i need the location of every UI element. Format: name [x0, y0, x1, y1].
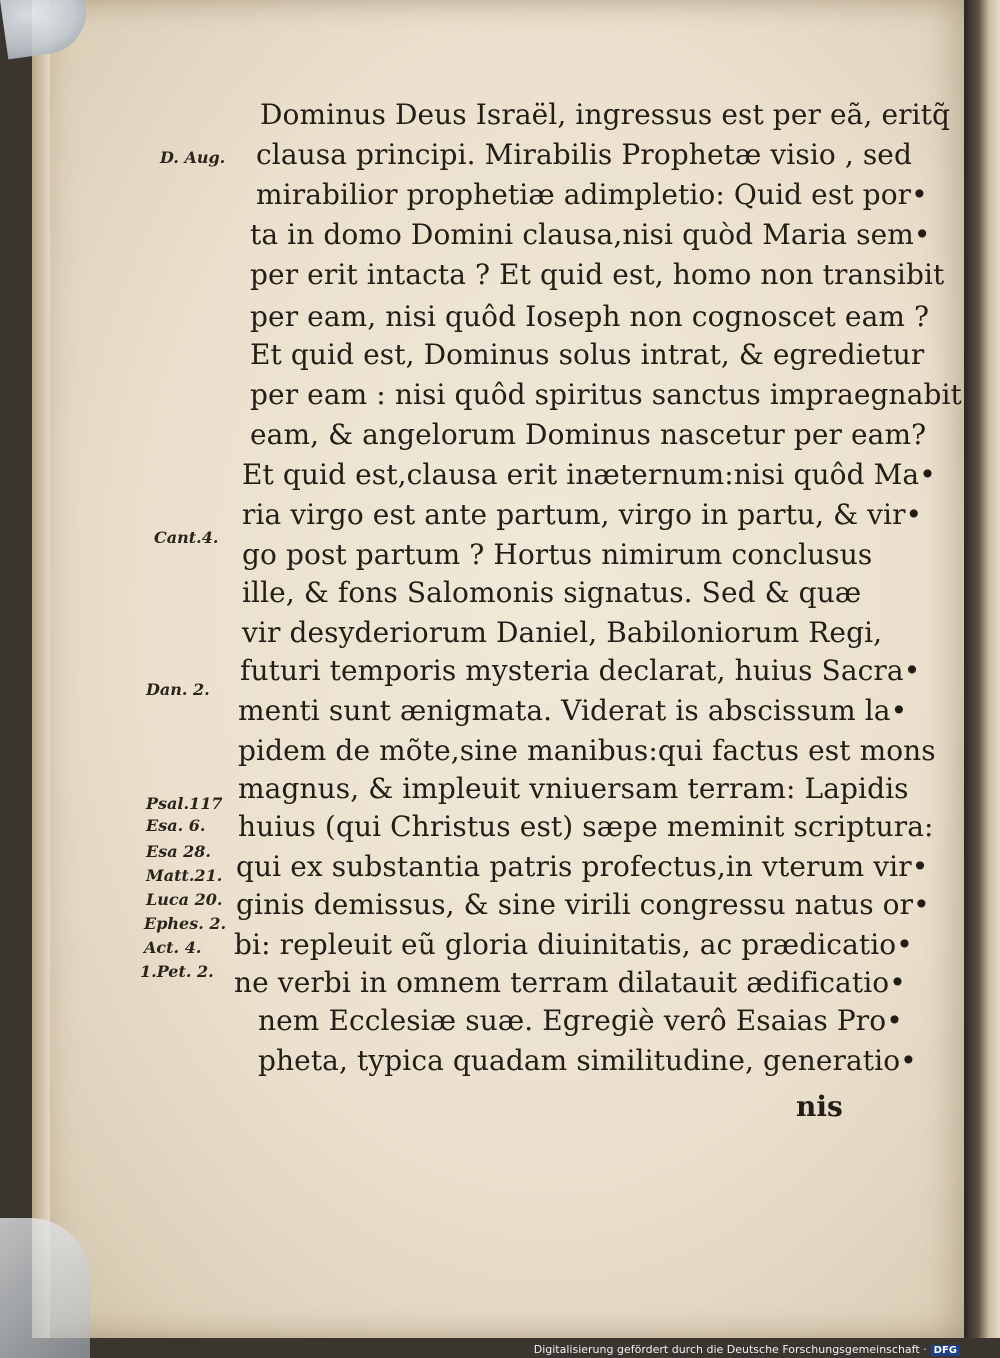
text-line: huius (qui Christus est) sæpe meminit scriptura: — [238, 810, 934, 843]
text-line: vir desyderiorum Daniel, Babiloniorum Regi, — [242, 616, 883, 649]
text-line: pheta, typica quadam similitudine, generatio• — [258, 1044, 917, 1077]
text-line: pidem de mõte,sine manibus:qui factus est mons — [238, 734, 936, 767]
text-line: Dominus Deus Israël, ingressus est per eã, eritq̃ — [260, 98, 951, 131]
text-line: ne verbi in omnem terram dilatauit ædificatio• — [234, 966, 906, 999]
margin-note-cant: Cant.4. — [154, 528, 219, 547]
text-line: per erit intacta ? Et quid est, homo non transibit — [250, 258, 945, 291]
margin-note-esa28: Esa 28. — [146, 842, 211, 861]
text-line: Et quid est, Dominus solus intrat, & egredietur — [250, 338, 925, 371]
text-line: magnus, & impleuit vniuersam terram: Lapidis — [238, 772, 909, 805]
text-line: ille, & fons Salomonis signatus. Sed & quæ — [242, 576, 862, 609]
margin-note-luca: Luca 20. — [146, 890, 223, 909]
margin-note-esa6: Esa. 6. — [146, 816, 206, 835]
margin-note-matt: Matt.21. — [146, 866, 223, 885]
margin-note-psal: Psal.117 — [146, 794, 223, 813]
margin-note-ephes: Ephes. 2. — [144, 914, 227, 933]
margin-note-dan: Dan. 2. — [146, 680, 210, 699]
text-line: bi: repleuit eũ gloria diuinitatis, ac prædicatio• — [234, 928, 913, 961]
catchword: nis — [796, 1090, 843, 1123]
credit-text: Digitalisierung gefördert durch die Deutsche Forschungsgemeinschaft · — [533, 1343, 927, 1356]
text-line: per eam, nisi quôd Ioseph non cognoscet eam ? — [250, 300, 930, 333]
text-line: nem Ecclesiæ suæ. Egregiè verô Esaias Pro• — [258, 1004, 903, 1037]
text-line: eam, & angelorum Dominus nascetur per eam? — [250, 418, 927, 451]
adjacent-page-edge — [964, 0, 1000, 1338]
text-line: ta in domo Domini clausa,nisi quòd Maria sem• — [250, 218, 931, 251]
page-gutter — [32, 0, 50, 1338]
dfg-logo: DFG — [931, 1345, 960, 1356]
digitization-credit — [534, 1343, 960, 1356]
text-line: ria virgo est ante partum, virgo in partu, & vir• — [242, 498, 923, 531]
margin-note-act: Act. 4. — [144, 938, 202, 957]
text-line: clausa principi. Mirabilis Prophetæ visio , sed — [256, 138, 913, 171]
text-line: per eam : nisi quôd spiritus sanctus impraegnabit — [250, 378, 962, 411]
margin-note-pet: 1.Pet. 2. — [140, 962, 214, 981]
text-line: Et quid est,clausa erit inæternum:nisi quôd Ma• — [242, 458, 936, 491]
text-line: qui ex substantia patris profectus,in vterum vir• — [236, 850, 929, 883]
margin-note-aug: D. Aug. — [160, 148, 226, 167]
text-line: menti sunt ænigmata. Viderat is abscissum la• — [238, 694, 908, 727]
text-line: mirabilior prophetiæ adimpletio: Quid est por• — [256, 178, 928, 211]
text-line: ginis demissus, & sine virili congressu natus or• — [236, 888, 930, 921]
text-line: futuri temporis mysteria declarat, huius Sacra• — [240, 654, 921, 687]
text-line: go post partum ? Hortus nimirum conclusus — [242, 538, 873, 571]
